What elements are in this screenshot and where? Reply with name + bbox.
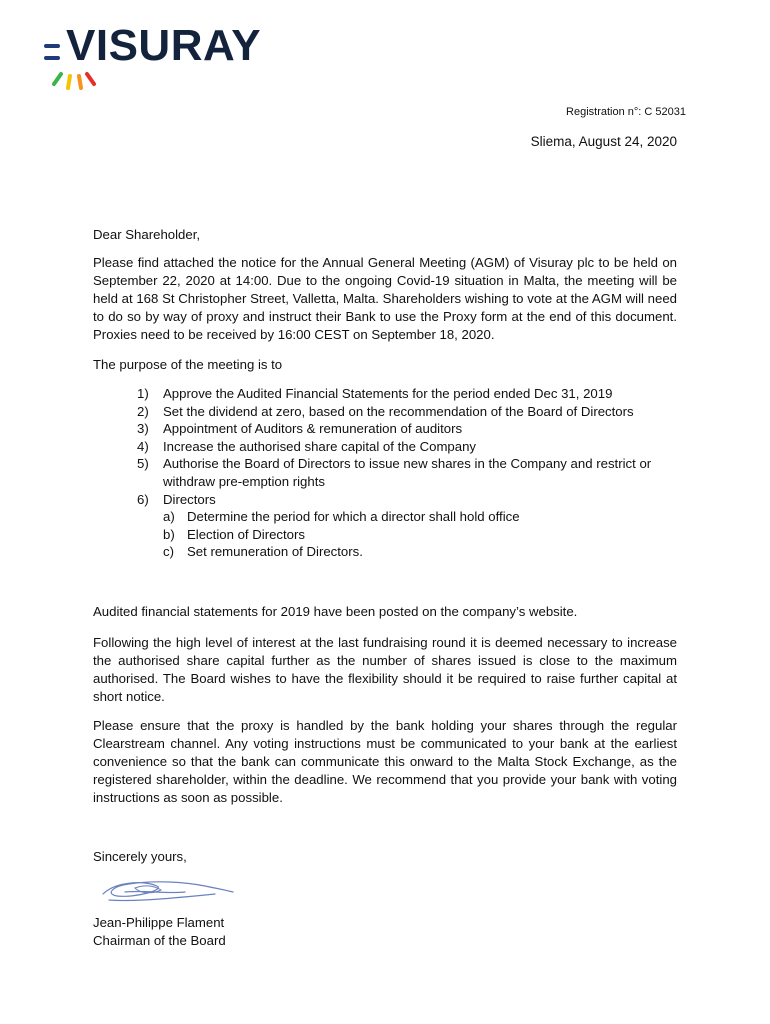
place-date: Sliema, August 24, 2020 bbox=[530, 134, 677, 149]
paragraph-proxy-instructions: Please ensure that the proxy is handled by the bank holding your shares through the regular Clearstream channel. Any voting instructions must be communicated to your bank at the earliest convenience so that the bank can communicate this onward to the Malta Stock Exchange, as the registered shareholder, within the deadline. We recommend that you provide your bank with voting instructions as soon as possible. bbox=[93, 718, 677, 805]
sub-list-item: b) Election of Directors bbox=[163, 526, 305, 542]
paragraph-agm-notice: Please find attached the notice for the Annual General Meeting (AGM) of Visuray plc to be held on September 22, 2020 at 14:00. Due to the ongoing Covid-19 situation in Malta, the meeting will be held at 168 St Christopher Street, Valletta, Malta. Shareholders wishing to vote at the AGM will need to do so by way of proxy and instruct their Bank to use the Proxy form at the end of this document. Proxies need to be received by 16:00 CEST on September 18, 2020. bbox=[93, 255, 677, 342]
sub-list-item: c) Set remuneration of Directors. bbox=[163, 544, 363, 560]
purpose-intro: The purpose of the meeting is to bbox=[93, 357, 283, 372]
list-item: 2) Set the dividend at zero, based on the recommendation of the Board of Directors bbox=[137, 403, 634, 419]
signer-block bbox=[93, 914, 677, 950]
signer-title: Chairman of the Board bbox=[93, 933, 226, 948]
agenda-list bbox=[137, 385, 677, 561]
list-item: 3) Appointment of Auditors & remuneration of auditors bbox=[137, 421, 463, 437]
logo-wordmark: VISURAY bbox=[66, 21, 262, 70]
list-item: 5) Authorise the Board of Directors to issue new shares in the Company and restrict or withdraw pre-emption rights bbox=[137, 456, 652, 489]
directors-sub-list bbox=[163, 508, 677, 561]
paragraph-share-capital: Following the high level of interest at the last fundraising round it is deemed necessary to increase the authorised share capital further as the number of shares issued is close to the maximum authorised. The Board wishes to have the flexibility should it be required to raise further capital at short notice. bbox=[93, 635, 677, 704]
sub-list-item: a) Determine the period for which a director shall hold office bbox=[163, 509, 520, 525]
signature-icon bbox=[95, 872, 235, 908]
signer-name: Jean-Philippe Flament bbox=[93, 915, 225, 930]
visuray-logo bbox=[44, 22, 274, 92]
list-item: 1) Approve the Audited Financial Statements for the period ended Dec 31, 2019 bbox=[137, 386, 613, 401]
registration-number: Registration n°: C 52031 bbox=[566, 106, 686, 118]
list-item: 6) Directors a) Determine the period for which a director shall hold office b) Election of Directors c) Set remuneration of Directors. bbox=[137, 491, 677, 561]
closing: Sincerely yours, bbox=[93, 849, 187, 864]
salutation: Dear Shareholder, bbox=[93, 227, 201, 242]
list-item: 4) Increase the authorised share capital of the Company bbox=[137, 438, 477, 454]
paragraph-financial-statements: Audited financial statements for 2019 have been posted on the company’s website. bbox=[93, 604, 578, 619]
